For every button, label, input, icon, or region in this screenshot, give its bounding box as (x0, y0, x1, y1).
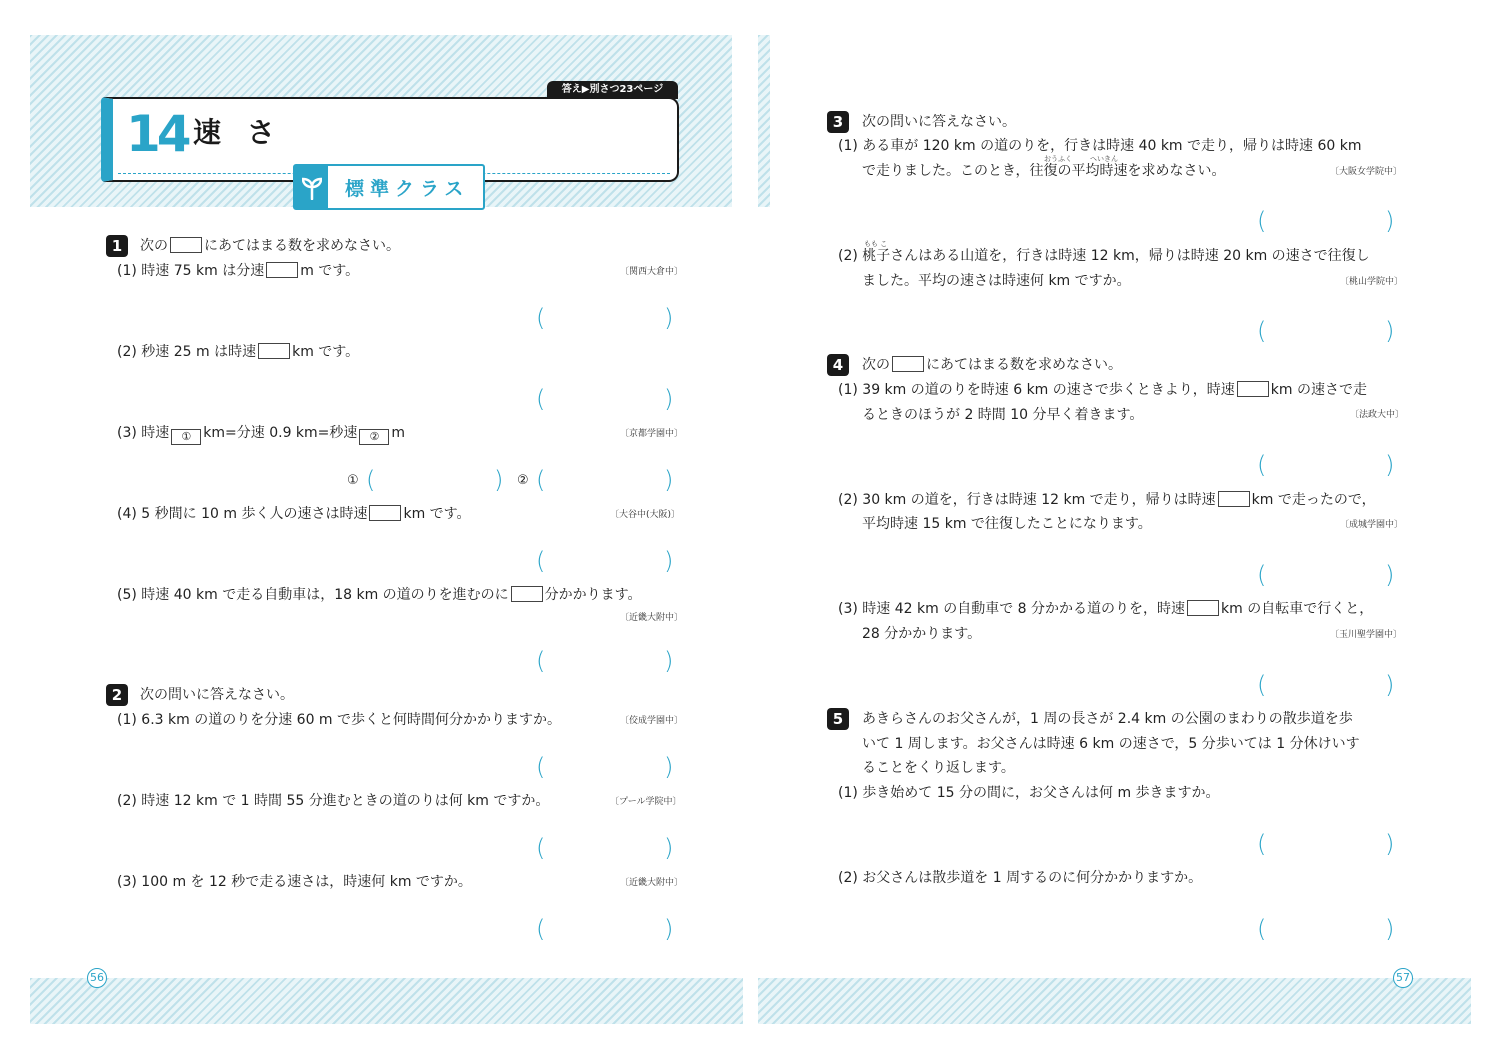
level-label: 標準クラス (345, 178, 470, 200)
answer-paren-open[interactable]: ( (536, 834, 546, 862)
ruby-oufuku: おうふく (1044, 155, 1072, 163)
answer-paren-close: ) (1385, 671, 1395, 699)
blank-box-1[interactable]: ① (171, 429, 201, 445)
q1-p5-source: 〔近畿大附中〕 (620, 613, 684, 623)
q1-p1-source: 〔関西大倉中〕 (620, 267, 684, 277)
page-number-right: 57 (1393, 968, 1413, 988)
q3-p2-line1: (2) 桃子さんはある山道を，行きは時速 12 km，帰りは時速 20 km の速さで往復し (838, 248, 1370, 264)
q3-p1-line1: (1) ある車が 120 km の道のりを，行きは時速 40 km で走り，帰りは時速 60 km (838, 138, 1362, 154)
answer-paren-close: ) (1385, 317, 1395, 345)
q1-instruction: 次の にあてはまる数を求めなさい。 (140, 238, 400, 254)
question-badge-1: 1 (106, 235, 128, 257)
q2-p2-source: 〔プール学院中〕 (610, 797, 682, 807)
answer-paren-close: ) (1385, 561, 1395, 589)
blank-box[interactable] (1237, 381, 1269, 397)
q3-p2-line2: ました。平均の速さは時速何 km ですか。 (862, 273, 1131, 289)
answer-paren-close: ) (1385, 830, 1395, 858)
q4-p3-line1: (3) 時速 42 km の自動車で 8 分かかる道のりを，時速 km の自転車で行くと， (838, 601, 1374, 617)
blank-box[interactable] (892, 356, 924, 372)
footer-stripe-right (758, 978, 1471, 1024)
answer-paren-close: ) (494, 466, 504, 494)
answer-paren-open[interactable]: ( (1257, 561, 1267, 589)
q1-p4: (4) 5 秒間に 10 m 歩く人の速さは時速 km です。 (117, 506, 471, 522)
q4-p2-source: 〔成城学園中〕 (1340, 520, 1404, 530)
page-number-left: 56 (87, 968, 107, 988)
blank-box[interactable] (258, 343, 290, 359)
header-stripe-right (758, 35, 770, 207)
answer-label-2: ② (517, 473, 529, 488)
answer-paren-open[interactable]: ( (1257, 830, 1267, 858)
answer-paren-close: ) (664, 834, 674, 862)
q4-p1-line1: (1) 39 km の道のりを時速 6 km の速さで歩くときより，時速 km の速さで走 (838, 382, 1367, 398)
q2-p1-source: 〔佼成学園中〕 (620, 716, 684, 726)
q1-p3: (3) 時速 ① km=分速 0.9 km=秒速 ② m (117, 425, 406, 443)
blank-box[interactable] (1218, 491, 1250, 507)
blank-box[interactable] (170, 237, 202, 253)
question-badge-5: 5 (827, 708, 849, 730)
answer-paren-close: ) (664, 647, 674, 675)
answer-paren-open[interactable]: ( (1257, 317, 1267, 345)
answer-paren-open[interactable]: ( (536, 466, 546, 494)
blank-box-2[interactable]: ② (359, 429, 389, 445)
q3-p2-source: 〔桃山学院中〕 (1340, 277, 1404, 287)
blank-box[interactable] (1187, 600, 1219, 616)
q4-p2-line2: 平均時速 15 km で往復したことになります。 (862, 516, 1152, 532)
answer-paren-close: ) (1385, 207, 1395, 235)
q2-p1: (1) 6.3 km の道のりを分速 60 m で歩くと何時間何分かかりますか。 (117, 712, 562, 728)
q5-line1: あきらさんのお父さんが，1 周の長さが 2.4 km の公園のまわりの散歩道を歩 (862, 711, 1353, 727)
q2-instruction: 次の問いに答えなさい。 (140, 687, 294, 703)
answer-paren-close: ) (664, 547, 674, 575)
q4-p3-source: 〔玉川聖学園中〕 (1330, 630, 1403, 640)
q5-line2: いて 1 周します。お父さんは時速 6 km の速さで，5 分歩いては 1 分休けいす (862, 736, 1360, 752)
answer-paren-open[interactable]: ( (536, 647, 546, 675)
question-badge-2: 2 (106, 684, 128, 706)
answer-paren-close: ) (1385, 451, 1395, 479)
blank-box[interactable] (511, 586, 543, 602)
q3-p1-source: 〔大阪女学院中〕 (1330, 167, 1403, 177)
blank-box[interactable] (369, 505, 401, 521)
answer-paren-close: ) (664, 915, 674, 943)
ruby-momoko: もも こ (864, 240, 888, 248)
answer-paren-open[interactable]: ( (536, 915, 546, 943)
q1-p4-source: 〔大谷中(大阪)〕 (610, 510, 681, 520)
q5-p2: (2) お父さんは散歩道を 1 周するのに何分かかりますか。 (838, 870, 1203, 886)
answer-paren-close: ) (1385, 915, 1395, 943)
q2-p3-source: 〔近畿大附中〕 (620, 878, 684, 888)
q3-p1-line2: で走りました。このとき，往復の平均時速を求めなさい。 (862, 163, 1226, 179)
q4-p1-source: 〔法政大中〕 (1350, 410, 1405, 420)
sprout-icon (302, 176, 322, 200)
q2-p2: (2) 時速 12 km で 1 時間 55 分進むときの道のりは何 km ですか。 (117, 793, 550, 809)
answer-paren-open[interactable]: ( (366, 466, 376, 494)
answer-paren-open[interactable]: ( (1257, 915, 1267, 943)
answer-paren-open[interactable]: ( (536, 753, 546, 781)
q4-p3-line2: 28 分かかります。 (862, 626, 982, 642)
answer-paren-close: ) (664, 385, 674, 413)
question-badge-4: 4 (827, 354, 849, 376)
answer-paren-open[interactable]: ( (536, 304, 546, 332)
q3-instruction: 次の問いに答えなさい。 (862, 114, 1016, 130)
answer-paren-close: ) (664, 304, 674, 332)
q1-p5: (5) 時速 40 km で走る自動車は，18 km の道のりを進むのに 分かかります。 (117, 587, 642, 603)
answer-label-1: ① (347, 473, 359, 488)
q1-p2: (2) 秒速 25 m は時速 km です。 (117, 344, 360, 360)
q5-line3: ることをくり返します。 (862, 760, 1015, 776)
q4-p1-line2: るときのほうが 2 時間 10 分早く着きます。 (862, 407, 1144, 423)
q4-p2-line1: (2) 30 km の道を，行きは時速 12 km で走り，帰りは時速 km で走ったので， (838, 492, 1376, 508)
q1-p1: (1) 時速 75 km は分速 m です。 (117, 263, 360, 279)
question-badge-3: 3 (827, 111, 849, 133)
answer-paren-close: ) (664, 466, 674, 494)
answer-paren-open[interactable]: ( (1257, 207, 1267, 235)
unit-title: 速さ (193, 116, 302, 149)
blank-box[interactable] (266, 262, 298, 278)
answer-reference-tab: 答え▶別さつ23ページ (547, 81, 678, 99)
answer-paren-open[interactable]: ( (1257, 451, 1267, 479)
q4-instruction: 次の にあてはまる数を求めなさい。 (862, 357, 1122, 373)
answer-paren-open[interactable]: ( (536, 385, 546, 413)
q5-p1: (1) 歩き始めて 15 分の間に，お父さんは何 m 歩きますか。 (838, 785, 1220, 801)
ruby-heikin: へいきん (1090, 155, 1118, 163)
answer-paren-close: ) (664, 753, 674, 781)
answer-paren-open[interactable]: ( (1257, 671, 1267, 699)
q1-p3-source: 〔京都学園中〕 (620, 429, 684, 439)
unit-number: 14 (126, 105, 188, 163)
footer-stripe-left (30, 978, 743, 1024)
q2-p3: (3) 100 m を 12 秒で走る速さは，時速何 km ですか。 (117, 874, 472, 890)
answer-paren-open[interactable]: ( (536, 547, 546, 575)
